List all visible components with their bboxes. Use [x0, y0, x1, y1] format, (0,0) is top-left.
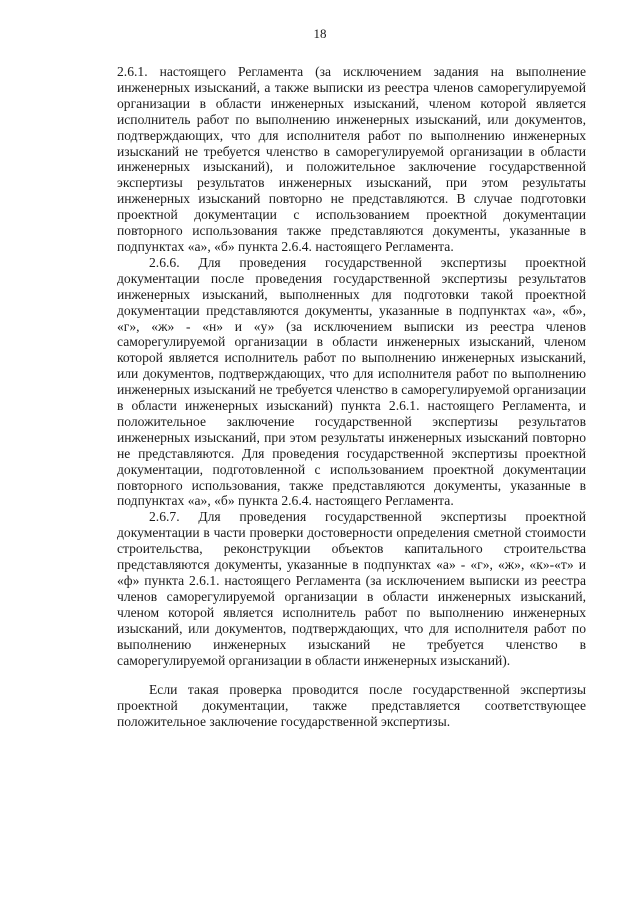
page-number: 18 [313, 26, 327, 41]
paragraph-2-6-7: 2.6.7. Для проведения государственной экспертизы проектной документации в части проверки достоверности определения сметной стоимости строительства, реконструкции объектов капитального строительства представляются документы, указанные в подпунктах «а» - «г», «ж», «к»-«т» и «ф» пункта 2.6.1. настоящего Регламента (за исключением выписки из реестра членов саморегулируемой организации в области инженерных изысканий, членом которой является исполнитель работ по выполнению инженерных изысканий, или документов, подтверждающих, что для исполнителя работ по выполнению инженерных изысканий не требуется членство в саморегулируемой организации в области инженерных изысканий). [117, 509, 586, 668]
paragraph-2-6-6: 2.6.6. Для проведения государственной экспертизы проектной документации после проведения государственной экспертизы результатов инженерных изысканий, выполненных для подготовки такой проектной документации представляются документы, указанные в подпунктах «а», «б», «г», «ж» - «н» и «у» (за исключением выписки из реестра членов саморегулируемой организации в области инженерных изысканий, членом которой является исполнитель работ по выполнению инженерных изысканий, или документов, подтверждающих, что для исполнителя работ по выполнению инженерных изысканий не требуется членство в саморегулируемой организации в области инженерных изысканий) пункта 2.6.1. настоящего Регламента, и положительное заключение государственной экспертизы результатов инженерных изысканий, при этом результаты инженерных изысканий повторно не представляются. Для проведения государственной экспертизы проектной документации, подготовленной с использованием проектной документации повторного использования, также представляются документы, указанные в подпунктах «а», «б» пункта 2.6.4. настоящего Регламента. [117, 254, 586, 509]
paragraph-continuation-2-6-1: 2.6.1. настоящего Регламента (за исключением задания на выполнение инженерных изысканий, а также выписки из реестра членов саморегулируемой организации в области инженерных изысканий, членом которой является исполнитель работ по выполнению инженерных изысканий, или документов, подтверждающих, что для исполнителя работ по выполнению инженерных изысканий не требуется членство в саморегулируемой организации в области инженерных изысканий), и положительное заключение государственной экспертизы результатов инженерных изысканий, при этом результаты инженерных изысканий повторно не представляются. В случае подготовки проектной документации с использованием проектной документации повторного использования также представляются документы, указанные в подпунктах «а», «б» пункта 2.6.4. настоящего Регламента. [117, 64, 586, 254]
paragraph-post-expertise-check: Если такая проверка проводится после государственной экспертизы проектной документации, также представляется соответствующее положительное заключение государственной экспертизы. [117, 682, 586, 730]
document-body [117, 64, 586, 730]
